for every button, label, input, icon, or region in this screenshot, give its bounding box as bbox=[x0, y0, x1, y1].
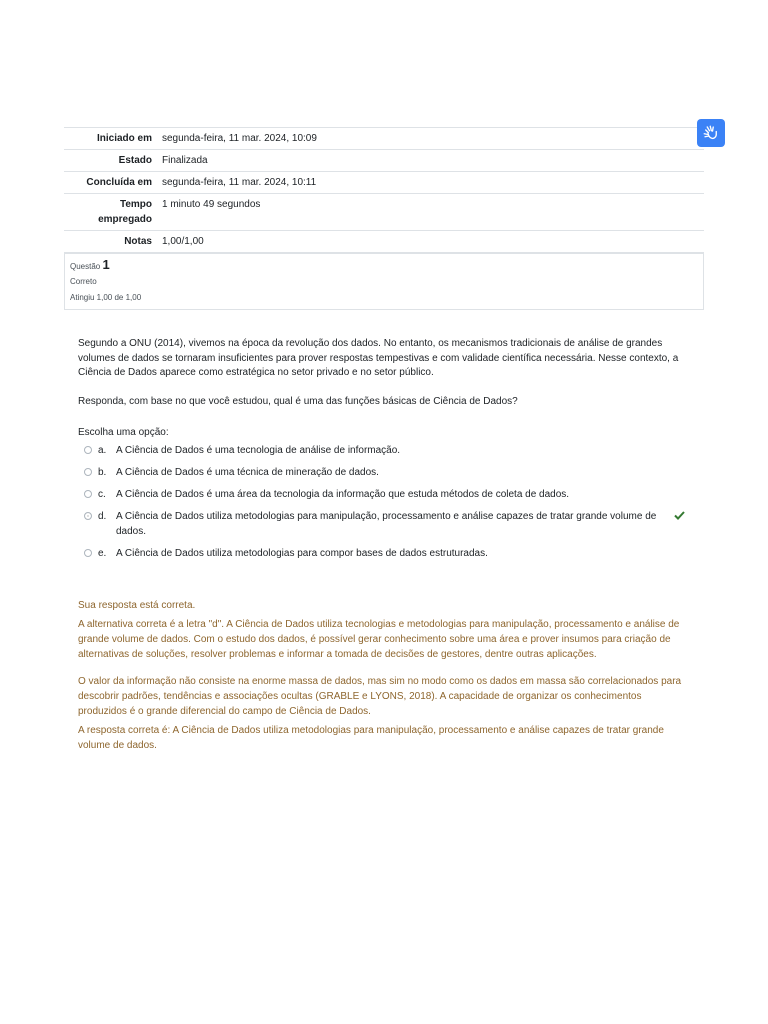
option-text: A Ciência de Dados é uma técnica de mineração de dados. bbox=[116, 467, 379, 478]
option-letter: b. bbox=[98, 467, 107, 478]
option-letter: a. bbox=[98, 445, 107, 456]
option-text: A Ciência de Dados utiliza metodologias para manipulação, processamento e análise capazes de tratar grande volume de dados. bbox=[116, 511, 657, 537]
option-letter: d. bbox=[98, 511, 107, 522]
option-text: A Ciência de Dados é uma tecnologia de análise de informação. bbox=[116, 445, 401, 456]
summary-label: Estado bbox=[118, 155, 152, 166]
radio-d[interactable] bbox=[84, 512, 92, 520]
radio-a[interactable] bbox=[84, 446, 92, 454]
summary-value: segunda-feira, 11 mar. 2024, 10:11 bbox=[162, 177, 317, 188]
question-paragraph: Segundo a ONU (2014), vivemos na época da revolução dos dados. No entanto, os mecanismos tradicionais de análise de grandes volumes de dados se tornaram insuficientes para prover respostas tempestivas e com validade científica necessária. Nesse contexto, a Ciência de Dados aparece como estratégica no setor privado e no setor público. bbox=[78, 338, 679, 378]
question-paragraph: Responda, com base no que você estudou, qual é uma das funções básicas de Ciência de Dados? bbox=[78, 395, 518, 407]
summary-label: Notas bbox=[124, 236, 152, 247]
summary-row-started bbox=[64, 127, 704, 149]
option-text: A Ciência de Dados utiliza metodologias para compor bases de dados estruturadas. bbox=[116, 548, 488, 559]
question-info bbox=[64, 253, 704, 310]
summary-row-completed bbox=[64, 171, 704, 193]
summary-label: Concluída em bbox=[86, 177, 152, 188]
summary-value: Finalizada bbox=[162, 155, 208, 166]
radio-b[interactable] bbox=[84, 468, 92, 476]
options-prompt: Escolha uma opção: bbox=[78, 427, 169, 438]
question-number-value: 1 bbox=[102, 257, 110, 272]
check-icon bbox=[674, 509, 685, 524]
option-a[interactable] bbox=[78, 443, 698, 458]
radio-c[interactable] bbox=[84, 490, 92, 498]
summary-row-marks bbox=[64, 230, 704, 252]
option-c[interactable] bbox=[78, 487, 698, 502]
question-prefix: Questão bbox=[70, 262, 101, 271]
feedback-right-answer: A resposta correta é: A Ciência de Dados utiliza metodologias para manipulação, processamento e análise capazes de tratar grande volume de dados. bbox=[78, 725, 664, 751]
option-e[interactable] bbox=[78, 546, 698, 561]
summary-label: Tempo empregado bbox=[98, 199, 152, 225]
option-d[interactable] bbox=[78, 509, 698, 539]
question-score: Atingiu 1,00 de 1,00 bbox=[70, 293, 142, 302]
question-status: Correto bbox=[70, 277, 97, 286]
summary-label: Iniciado em bbox=[96, 133, 152, 144]
summary-value: 1,00/1,00 bbox=[162, 236, 204, 247]
option-text: A Ciência de Dados é uma área da tecnologia da informação que estuda métodos de coleta de dados. bbox=[116, 489, 570, 500]
radio-e[interactable] bbox=[84, 549, 92, 557]
option-letter: e. bbox=[98, 548, 107, 559]
summary-row-state bbox=[64, 149, 704, 171]
feedback-paragraph: O valor da informação não consiste na enorme massa de dados, mas sim no modo como os dados em massa são correlacionados para descobrir padrões, tendências e associações ocultas (GRABLE e LYONS, 2018). A capacidade de organizar os conhecimentos produzidos é o grande diferencial do campo de Ciência de Dados. bbox=[78, 676, 682, 717]
answer-feedback bbox=[78, 598, 693, 753]
feedback-paragraph: A alternativa correta é a letra "d". A Ciência de Dados utiliza tecnologias e metodologias para manipulação, processamento e análise de grande volume de dados. Com o estudo dos dados, é possível gerar conhecimento sobre uma área e prover insumos para criação de alternativas de soluções, resolver problemas e informar a tomada de decisões de gestores, dentre outras aplicações. bbox=[78, 619, 680, 660]
summary-value: 1 minuto 49 segundos bbox=[162, 199, 261, 210]
option-letter: c. bbox=[98, 489, 106, 500]
option-b[interactable] bbox=[78, 465, 698, 480]
sign-language-icon bbox=[702, 124, 720, 142]
answer-options bbox=[78, 426, 698, 568]
summary-value: segunda-feira, 11 mar. 2024, 10:09 bbox=[162, 133, 317, 144]
accessibility-button[interactable] bbox=[697, 119, 725, 147]
summary-row-time bbox=[64, 193, 704, 230]
feedback-correct: Sua resposta está correta. bbox=[78, 600, 196, 611]
question-text bbox=[78, 337, 693, 423]
question-number bbox=[70, 258, 698, 274]
